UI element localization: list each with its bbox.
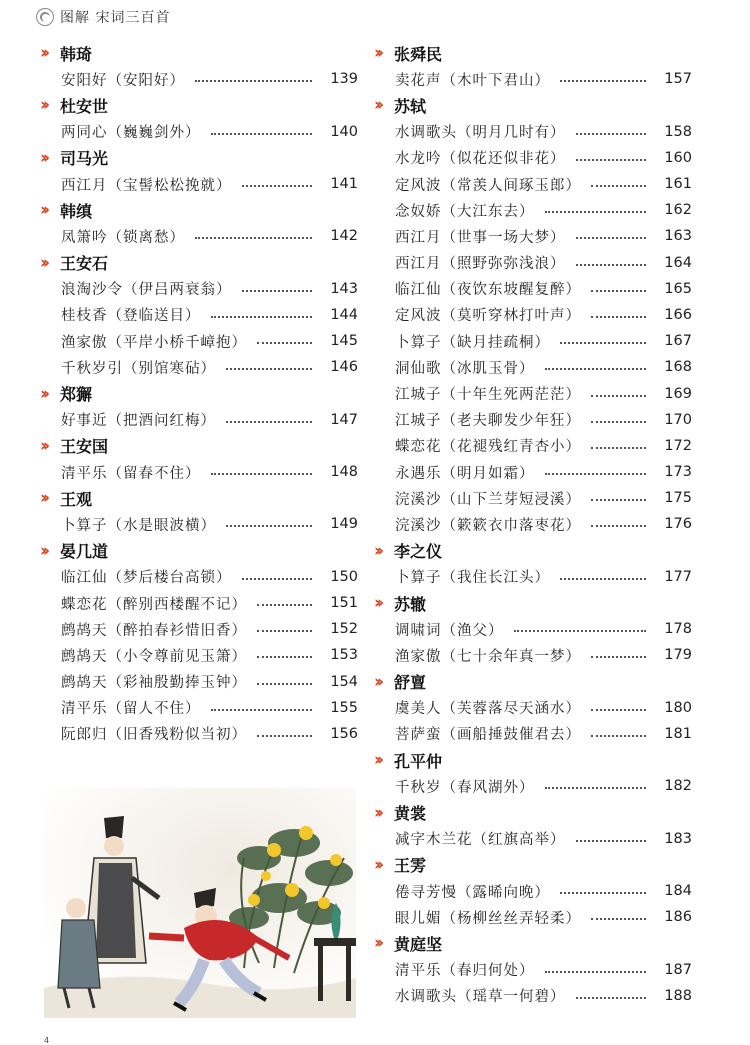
page-reference: 173 (664, 464, 692, 481)
poem-title: 卖花声（木叶下君山） (395, 72, 550, 89)
toc-entry[interactable] (40, 354, 358, 380)
author-heading (40, 40, 358, 66)
poem-title: 倦寻芳慢（露晞向晚） (395, 884, 550, 901)
author-name: 黄裳 (394, 804, 427, 824)
toc-entry[interactable] (40, 459, 358, 485)
page-reference: 161 (664, 176, 692, 193)
dot-leader (591, 395, 646, 397)
author-heading (374, 799, 692, 825)
double-chevron-icon: ›› (40, 200, 47, 221)
page-reference: 160 (664, 149, 692, 166)
dot-leader (576, 237, 647, 239)
page-reference: 175 (664, 490, 692, 507)
page-reference: 152 (330, 621, 358, 638)
poem-title: 调啸词（渔父） (395, 622, 504, 639)
author-name: 王雱 (394, 856, 427, 876)
poem-title: 浣溪沙（簌簌衣巾落枣花） (395, 517, 581, 534)
author-name: 司马光 (60, 149, 109, 169)
page-reference: 157 (664, 71, 692, 88)
page-reference: 177 (664, 568, 692, 585)
toc-entry[interactable] (374, 276, 692, 302)
toc-entry[interactable] (40, 119, 358, 145)
dot-leader (211, 133, 313, 135)
toc-entry[interactable] (40, 511, 358, 537)
poem-title: 蝶恋花（醉别西楼醒不记） (61, 596, 247, 613)
double-chevron-icon: ›› (40, 95, 47, 116)
author-name: 孔平仲 (394, 751, 443, 771)
dot-leader (591, 290, 646, 292)
poem-title: 好事近（把酒问红梅） (61, 413, 216, 430)
poem-title: 虞美人（芙蓉落尽天涵水） (395, 701, 581, 718)
toc-entry[interactable] (374, 354, 692, 380)
poem-title: 西江月（宝髻松松挽就） (61, 177, 232, 194)
dot-leader (257, 630, 312, 632)
double-chevron-icon: ›› (40, 252, 47, 273)
author-heading (374, 538, 692, 564)
dot-leader (591, 918, 646, 920)
dot-leader (591, 421, 646, 423)
poem-title: 清平乐（留春不住） (61, 465, 201, 482)
page-reference: 147 (330, 411, 358, 428)
dot-leader (560, 892, 646, 894)
double-chevron-icon: ›› (374, 671, 381, 692)
toc-entry[interactable] (374, 642, 692, 668)
dot-leader (576, 840, 647, 842)
poem-title: 水调歌头（明月几时有） (395, 125, 566, 142)
page-reference: 162 (664, 202, 692, 219)
poem-title: 安阳好（安阳好） (61, 72, 185, 89)
author-name: 韩琦 (60, 44, 93, 64)
toc-entry[interactable] (40, 302, 358, 328)
poem-title: 清平乐（留人不住） (61, 701, 201, 718)
double-chevron-icon: ›› (374, 593, 381, 614)
toc-entry[interactable] (374, 616, 692, 642)
poem-title: 千秋岁引（别馆寒砧） (61, 360, 216, 377)
double-chevron-icon: ›› (40, 488, 47, 509)
page-reference: 176 (664, 516, 692, 533)
dot-leader (560, 578, 646, 580)
poem-title: 洞仙歌（冰肌玉骨） (395, 360, 535, 377)
poem-title: 定风波（莫听穿林打叶声） (395, 308, 581, 325)
toc-entry[interactable] (374, 119, 692, 145)
toc-entry[interactable] (374, 957, 692, 983)
page-reference: 149 (330, 516, 358, 533)
double-chevron-icon: ›› (374, 933, 381, 954)
poem-title: 眼儿媚（杨柳丝丝弄轻柔） (395, 910, 581, 927)
double-chevron-icon: ›› (374, 854, 381, 875)
page-reference: 170 (664, 411, 692, 428)
dot-leader (560, 80, 646, 82)
book-title: 图解 宋词三百首 (60, 10, 171, 26)
page-reference: 188 (664, 987, 692, 1004)
double-chevron-icon: ›› (374, 750, 381, 771)
dot-leader (242, 578, 313, 580)
author-name: 苏辙 (394, 594, 427, 614)
toc-entry[interactable] (40, 721, 358, 747)
poem-title: 菩萨蛮（画船捶鼓催君去） (395, 727, 581, 744)
poem-title: 浪淘沙令（伊吕两衰翁） (61, 282, 232, 299)
dot-leader (576, 264, 647, 266)
toc-entry[interactable] (40, 616, 358, 642)
author-heading (40, 145, 358, 171)
toc-entry[interactable] (374, 459, 692, 485)
dot-leader (545, 211, 647, 213)
page-reference: 144 (330, 306, 358, 323)
author-name: 舒亶 (394, 673, 427, 693)
page-reference: 172 (664, 437, 692, 454)
author-name: 王安石 (60, 254, 109, 274)
page-reference: 142 (330, 228, 358, 245)
toc-entry[interactable] (40, 695, 358, 721)
double-chevron-icon: ›› (40, 383, 47, 404)
dot-leader (226, 525, 312, 527)
author-heading (40, 197, 358, 223)
poem-title: 水龙吟（似花还似非花） (395, 151, 566, 168)
poem-title: 临江仙（夜饮东坡醒复醉） (395, 282, 581, 299)
dot-leader (257, 342, 312, 344)
toc-entry[interactable] (40, 669, 358, 695)
poem-title: 两同心（巍巍剑外） (61, 125, 201, 142)
dot-leader (514, 630, 647, 632)
page-reference: 155 (330, 699, 358, 716)
toc-entry[interactable] (40, 276, 358, 302)
poem-title: 定风波（常羡人间琢玉郎） (395, 177, 581, 194)
toc-entry[interactable] (374, 695, 692, 721)
double-chevron-icon: ›› (374, 540, 381, 561)
dot-leader (576, 133, 647, 135)
author-name: 韩缜 (60, 201, 93, 221)
dot-leader (195, 80, 312, 82)
dot-leader (545, 473, 647, 475)
page-reference: 169 (664, 385, 692, 402)
poem-title: 渔家傲（平岸小桥千嶂抱） (61, 334, 247, 351)
dot-leader (591, 735, 646, 737)
dot-leader (211, 316, 313, 318)
author-name: 王安国 (60, 437, 109, 457)
author-heading (374, 40, 692, 66)
author-heading (374, 747, 692, 773)
toc-entry[interactable] (374, 433, 692, 459)
toc-entry[interactable] (374, 564, 692, 590)
author-heading (374, 852, 692, 878)
toc-entry[interactable] (40, 407, 358, 433)
author-heading (40, 538, 358, 564)
author-heading (374, 590, 692, 616)
dot-leader (591, 316, 646, 318)
poem-title: 江城子（十年生死两茫茫） (395, 387, 581, 404)
poem-title: 卜算子（缺月挂疏桐） (395, 334, 550, 351)
author-name: 黄庭坚 (394, 934, 443, 954)
dot-leader (560, 342, 646, 344)
dot-leader (195, 237, 312, 239)
toc-entry[interactable] (374, 380, 692, 406)
toc-entry[interactable] (374, 250, 692, 276)
dot-leader (211, 473, 313, 475)
toc-entry[interactable] (40, 328, 358, 354)
toc-entry[interactable] (374, 197, 692, 223)
poem-title: 念奴娇（大江东去） (395, 203, 535, 220)
page-reference: 166 (664, 306, 692, 323)
dot-leader (576, 159, 647, 161)
toc-entry[interactable] (40, 66, 358, 92)
dot-leader (257, 656, 312, 658)
page-reference: 150 (330, 568, 358, 585)
page-reference: 184 (664, 883, 692, 900)
poem-title: 鹧鸪天（彩袖殷勤捧玉钟） (61, 675, 247, 692)
double-chevron-icon: ›› (374, 43, 381, 64)
dot-leader (591, 185, 646, 187)
dot-leader (226, 421, 312, 423)
dot-leader (545, 787, 647, 789)
toc-entry[interactable] (40, 642, 358, 668)
double-chevron-icon: ›› (374, 95, 381, 116)
poem-title: 水调歌头（瑶草一何碧） (395, 989, 566, 1006)
book-logo-icon (36, 8, 54, 26)
author-name: 晏几道 (60, 542, 109, 562)
toc-entry[interactable] (374, 223, 692, 249)
double-chevron-icon: ›› (40, 147, 47, 168)
page-reference: 167 (664, 333, 692, 350)
dot-leader (242, 290, 313, 292)
dot-leader (226, 368, 312, 370)
double-chevron-icon: ›› (374, 802, 381, 823)
author-name: 郑獬 (60, 385, 93, 405)
toc-entry[interactable] (374, 721, 692, 747)
page-reference: 156 (330, 725, 358, 742)
author-heading (374, 92, 692, 118)
poem-title: 西江月（世事一场大梦） (395, 229, 566, 246)
poem-title: 江城子（老夫聊发少年狂） (395, 413, 581, 430)
toc-entry[interactable] (374, 878, 692, 904)
author-heading (40, 433, 358, 459)
ink-painting-illustration (44, 788, 356, 1018)
author-heading (374, 930, 692, 956)
page-reference: 163 (664, 228, 692, 245)
page-reference: 143 (330, 280, 358, 297)
dot-leader (257, 604, 312, 606)
author-name: 王观 (60, 489, 93, 509)
page-reference: 164 (664, 254, 692, 271)
toc-entry[interactable] (374, 773, 692, 799)
poem-title: 清平乐（春归何处） (395, 963, 535, 980)
dot-leader (576, 997, 647, 999)
running-header (36, 6, 170, 28)
double-chevron-icon: ›› (40, 540, 47, 561)
toc-entry[interactable] (374, 328, 692, 354)
page-reference: 140 (330, 123, 358, 140)
dot-leader (242, 185, 313, 187)
page-reference: 139 (330, 71, 358, 88)
author-heading (40, 380, 358, 406)
author-name: 苏轼 (394, 96, 427, 116)
page-reference: 165 (664, 280, 692, 297)
page-reference: 180 (664, 699, 692, 716)
dot-leader (545, 368, 647, 370)
poem-title: 凤箫吟（锁离愁） (61, 229, 185, 246)
page-reference: 181 (664, 725, 692, 742)
dot-leader (591, 709, 646, 711)
page-reference: 148 (330, 464, 358, 481)
page-reference: 183 (664, 830, 692, 847)
toc-entry[interactable] (374, 983, 692, 1009)
toc-entry[interactable] (374, 511, 692, 537)
author-heading (374, 669, 692, 695)
toc-entry[interactable] (374, 904, 692, 930)
poem-title: 渔家傲（七十余年真一梦） (395, 648, 581, 665)
toc-left-column (40, 40, 358, 747)
poem-title: 临江仙（梦后楼台高锁） (61, 570, 232, 587)
dot-leader (591, 525, 646, 527)
page-reference: 178 (664, 621, 692, 638)
dot-leader (257, 683, 312, 685)
author-heading (40, 250, 358, 276)
toc-entry[interactable] (374, 302, 692, 328)
poem-title: 浣溪沙（山下兰芽短浸溪） (395, 491, 581, 508)
poem-title: 减字木兰花（红旗高举） (395, 832, 566, 849)
toc-entry[interactable] (40, 223, 358, 249)
poem-title: 卜算子（水是眼波横） (61, 517, 216, 534)
toc-entry[interactable] (374, 826, 692, 852)
double-chevron-icon: ›› (40, 435, 47, 456)
toc-entry[interactable] (40, 171, 358, 197)
page-reference: 154 (330, 673, 358, 690)
dot-leader (591, 499, 646, 501)
toc-entry[interactable] (374, 485, 692, 511)
author-name: 杜安世 (60, 96, 109, 116)
poem-title: 鹧鸪天（小令尊前见玉箫） (61, 648, 247, 665)
poem-title: 卜算子（我住长江头） (395, 570, 550, 587)
page-reference: 153 (330, 647, 358, 664)
author-heading (40, 92, 358, 118)
author-name: 李之仪 (394, 542, 443, 562)
dot-leader (591, 447, 646, 449)
page-reference: 141 (330, 176, 358, 193)
page-reference: 179 (664, 647, 692, 664)
page-reference: 186 (664, 909, 692, 926)
dot-leader (591, 656, 646, 658)
poem-title: 鹧鸪天（醉拍春衫惜旧香） (61, 622, 247, 639)
dot-leader (211, 709, 313, 711)
poem-title: 蝶恋花（花褪残红青杏小） (395, 439, 581, 456)
dot-leader (545, 971, 647, 973)
page-reference: 182 (664, 778, 692, 795)
poem-title: 千秋岁（春风湖外） (395, 779, 535, 796)
page-reference: 151 (330, 595, 358, 612)
toc-entry[interactable] (374, 66, 692, 92)
dot-leader (257, 735, 312, 737)
toc-entry[interactable] (374, 145, 692, 171)
toc-right-column (374, 40, 692, 1009)
toc-entry[interactable] (40, 564, 358, 590)
double-chevron-icon: ›› (40, 43, 47, 64)
page-reference: 145 (330, 333, 358, 350)
toc-entry[interactable] (374, 407, 692, 433)
page-reference: 158 (664, 123, 692, 140)
toc-entry[interactable] (374, 171, 692, 197)
poem-title: 永遇乐（明月如霜） (395, 465, 535, 482)
page-reference: 146 (330, 359, 358, 376)
page-reference: 168 (664, 359, 692, 376)
page-reference: 187 (664, 961, 692, 978)
toc-entry[interactable] (40, 590, 358, 616)
author-name: 张舜民 (394, 44, 443, 64)
page-number: 4 (44, 1036, 50, 1045)
author-heading (40, 485, 358, 511)
poem-title: 西江月（照野弥弥浅浪） (395, 256, 566, 273)
poem-title: 阮郎归（旧香残粉似当初） (61, 727, 247, 744)
poem-title: 桂枝香（登临送目） (61, 308, 201, 325)
